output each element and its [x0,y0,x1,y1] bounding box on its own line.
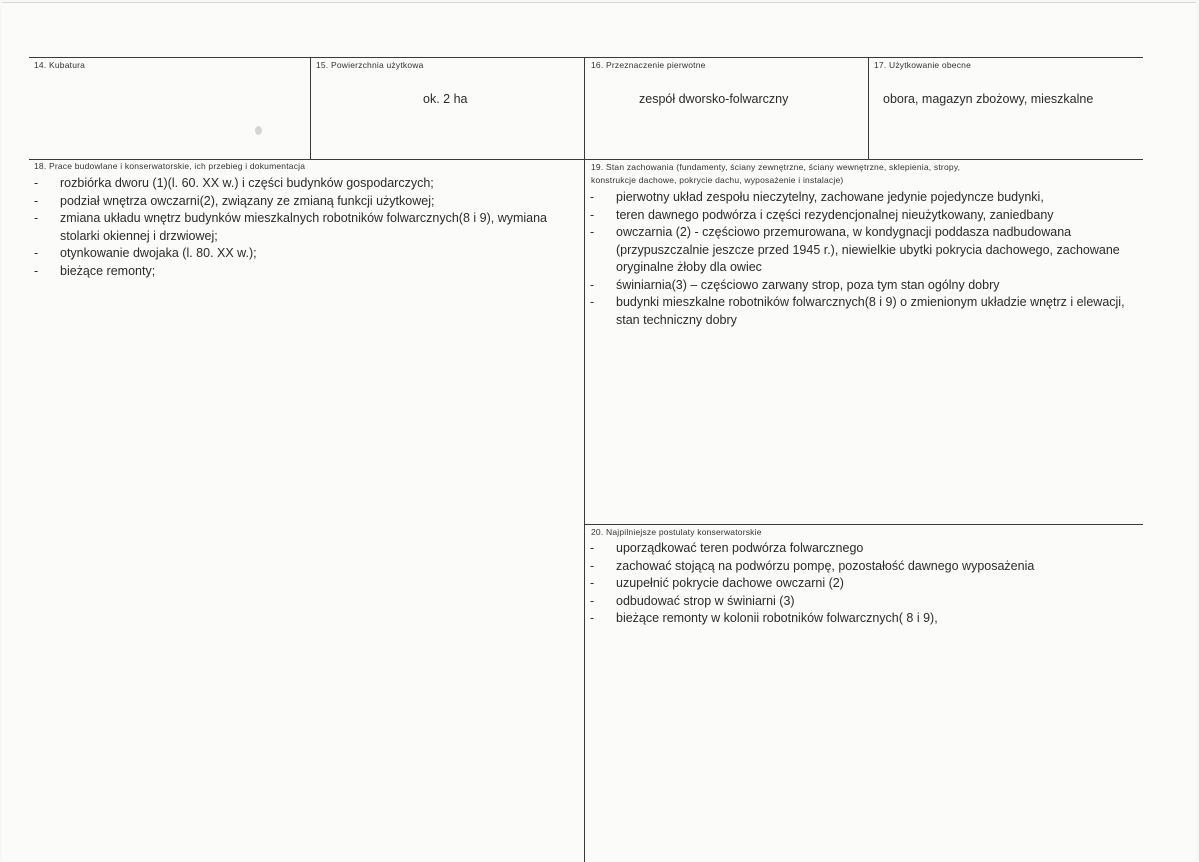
list-item: - pierwotny układ zespołu nieczytelny, zachowane jedynie pojedyncze budynki, [586,189,1134,207]
stan-label-line1: 19. Stan zachowania (fundamenty, ściany zewnętrzne, ściany wewnętrzne, sklepienia, stropy, [591,162,961,172]
divider-16-17 [868,57,869,160]
list-item: - teren dawnego podwórza i części rezydencjonalnej nieużytkowany, zaniedbany [586,207,1134,225]
divider-15-16 [584,57,585,862]
paper-smudge [255,126,262,135]
section20-rule [584,524,1143,525]
uzytkowanie-label: 17. Użytkowanie obecne [874,60,972,70]
postulaty-list [586,540,1134,628]
middle-rule [29,159,1143,160]
form-sheet [2,2,1196,861]
przeznaczenie-label: 16. Przeznaczenie pierwotne [591,60,706,70]
list-item: - zmiana układu wnętrz budynków mieszkalnych robotników folwarcznych(8 i 9), wymiana stolarki okiennej i drzwiowej; [30,210,575,245]
powierzchnia-label: 15. Powierzchnia użytkowa [316,60,424,70]
list-item: - uzupełnić pokrycie dachowe owczarni (2) [586,575,1134,593]
prace-label: 18. Prace budowlane i konserwatorskie, ich przebieg i dokumentacja [34,161,306,171]
list-item: - podział wnętrza owczarni(2), związany ze zmianą funkcji użytkowej; [30,193,575,211]
list-item: - świniarnia(3) – częściowo zarwany strop, poza tym stan ogólny dobry [586,277,1134,295]
stan-list [586,189,1134,329]
stan-label-line2: konstrukcje dachowe, pokrycie dachu, wyposażenie i instalacje) [591,175,844,185]
postulaty-label: 20. Najpilniejsze postulaty konserwatorskie [591,527,762,537]
divider-14-15 [310,57,311,160]
list-item: - odbudować strop w świniarni (3) [586,593,1134,611]
top-rule [29,57,1143,58]
list-item: - bieżące remonty; [30,263,575,281]
list-item: - budynki mieszkalne robotników folwarcznych(8 i 9) o zmienionym układzie wnętrz i elewacji, stan techniczny dobry [586,294,1134,329]
list-item: - owczarnia (2) - częściowo przemurowana, w kondygnacji poddasza nadbudowana (przypuszczalnie jeszcze przed 1945 r.), niewielkie ubytki pokrycia dachowego, zachowane oryginalne żłoby dla owiec [586,224,1134,277]
list-item: - otynkowanie dwojaka (l. 80. XX w.); [30,245,575,263]
przeznaczenie-value: zespół dworsko-folwarczny [639,92,789,106]
uzytkowanie-value: obora, magazyn zbożowy, mieszkalne [883,92,1094,106]
powierzchnia-value: ok. 2 ha [423,92,468,106]
list-item: - bieżące remonty w kolonii robotników folwarcznych( 8 i 9), [586,610,1134,628]
list-item: - rozbiórka dworu (1)(l. 60. XX w.) i części budynków gospodarczych; [30,175,575,193]
kubatura-label: 14. Kubatura [34,60,86,70]
list-item: - zachować stojącą na podwórzu pompę, pozostałość dawnego wyposażenia [586,558,1134,576]
prace-list [30,175,575,280]
list-item: - uporządkować teren podwórza folwarcznego [586,540,1134,558]
